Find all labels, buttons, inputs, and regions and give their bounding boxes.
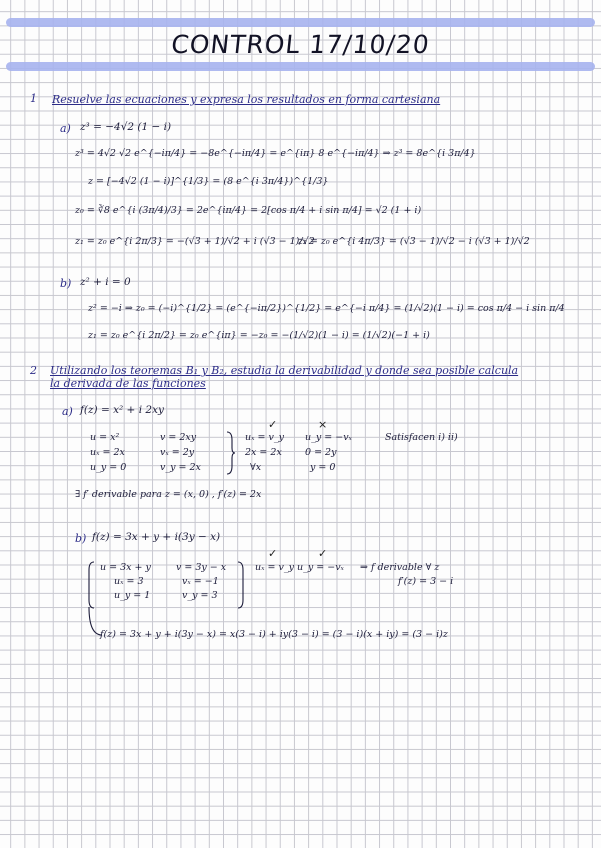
q2a-v-3: v_y = 2x	[160, 462, 201, 473]
page-title: CONTROL 17/10/20	[169, 30, 432, 59]
q1b-line2: z₁ = z₀ e^{i 2π/2} = z₀ e^{iπ} = −z₀ = −(1/√2)(1 − i) = (1/√2)(−1 + i)	[88, 330, 430, 341]
q2b-cauchy-riemann: uₓ = v_y u_y = −vₓ	[255, 562, 344, 573]
q2a-v-1: v = 2xy	[160, 432, 197, 443]
q1-number: 1	[30, 92, 37, 105]
q2-statement-line2: la derivada de las funciones	[50, 377, 206, 390]
q1a-line4-z2: z₂ = z₀ e^{i 4π/3} = (√3 − 1)/√2 − i (√3 + 1)/√2	[298, 236, 530, 247]
q2a-function: f(z) = x² + i 2xy	[80, 404, 164, 416]
q2a-cr-1c: ∀x	[250, 462, 262, 473]
q1b-equation: z² + i = 0	[80, 276, 131, 288]
q2b-left-bracket	[86, 560, 96, 610]
q2b-u-1: u = 3x + y	[100, 562, 151, 573]
q2a-label: a)	[62, 405, 73, 418]
q2a-cr-2c: y = 0	[310, 462, 336, 473]
q1-statement: Resuelve las ecuaciones y expresa los resultados en forma cartesiana	[52, 93, 441, 106]
q2b-conclusion-1: ⇒ f derivable ∀ z	[360, 562, 440, 573]
q1a-label: a)	[60, 122, 71, 135]
q2a-note: Satisfacen i) ii)	[385, 432, 458, 443]
q2b-v-3: v_y = 3	[182, 590, 218, 601]
q2b-v-1: v = 3y − x	[176, 562, 227, 573]
q2a-u-2: uₓ = 2x	[90, 447, 125, 458]
q1a-line4-z1: z₁ = z₀ e^{i 2π/3} = −(√3 + 1)/√2 + i (√3 − 1)/√2	[75, 236, 315, 247]
q2a-v-2: vₓ = 2y	[160, 447, 195, 458]
q1a-line1: z³ = 4√2 √2 e^{−iπ/4} = −8e^{−iπ/4} = e^{iπ} 8 e^{−iπ/4} ⇒ z³ = 8e^{i 3π/4}	[75, 148, 476, 159]
q2-statement-line1: Utilizando los teoremas B₁ y B₂, estudia la derivabilidad y donde sea posible calcula	[50, 364, 519, 377]
q2b-check-icon-1: ✓	[268, 547, 278, 560]
q2-number: 2	[30, 364, 37, 377]
q2b-final-line: f(z) = 3x + y + i(3y − x) = x(3 − i) + iy(3 − i) = (3 − i)(x + iy) = (3 − i)z	[100, 629, 448, 640]
q1a-equation: z³ = −4√2 (1 − i)	[80, 121, 172, 133]
q2a-u-3: u_y = 0	[90, 462, 127, 473]
q2b-conclusion-2: f′(z) = 3 − i	[398, 576, 454, 587]
q2a-u-1: u = x²	[90, 432, 120, 443]
q2b-v-2: vₓ = −1	[182, 576, 219, 587]
q2a-cr-1a: uₓ = v_y	[245, 432, 284, 443]
q2a-cross-icon: ×	[318, 418, 328, 431]
q2b-label: b)	[75, 532, 87, 545]
q2a-cr-1b: 2x = 2x	[245, 447, 282, 458]
q2a-conclusion: ∃ f′ derivable para z = (x, 0) , f′(z) = 2x	[75, 489, 262, 500]
q2b-u-3: u_y = 1	[114, 590, 151, 601]
q2a-cr-2b: 0 = 2y	[305, 447, 337, 458]
q2b-right-bracket	[236, 560, 246, 610]
top-header-band	[6, 18, 595, 27]
q2a-brace	[225, 430, 235, 476]
q1a-line3: z₀ = ∛8 e^{i (3π/4)/3} = 2e^{iπ/4} = 2[cos π/4 + i sin π/4] = √2 (1 + i)	[75, 205, 422, 216]
q2b-check-icon-2: ✓	[318, 547, 328, 560]
q1b-label: b)	[60, 277, 72, 290]
bottom-header-band	[6, 62, 595, 71]
q2b-arrow-connector	[86, 607, 106, 647]
q2a-cr-2a: u_y = −vₓ	[305, 432, 352, 443]
q1a-line2: z = [−4√2 (1 − i)]^{1/3} = (8 e^{i 3π/4})^{1/3}	[88, 176, 329, 187]
q2b-u-2: uₓ = 3	[114, 576, 144, 587]
q1b-line1: z² = −i ⇒ z₀ = (−i)^{1/2} = (e^{−iπ/2})^{1/2} = e^{−i π/4} = (1/√2)(1 − i) = cos π/4 − i sin π/4	[88, 303, 565, 314]
q2b-function: f(z) = 3x + y + i(3y − x)	[92, 531, 221, 543]
q2a-check-icon: ✓	[268, 418, 278, 431]
